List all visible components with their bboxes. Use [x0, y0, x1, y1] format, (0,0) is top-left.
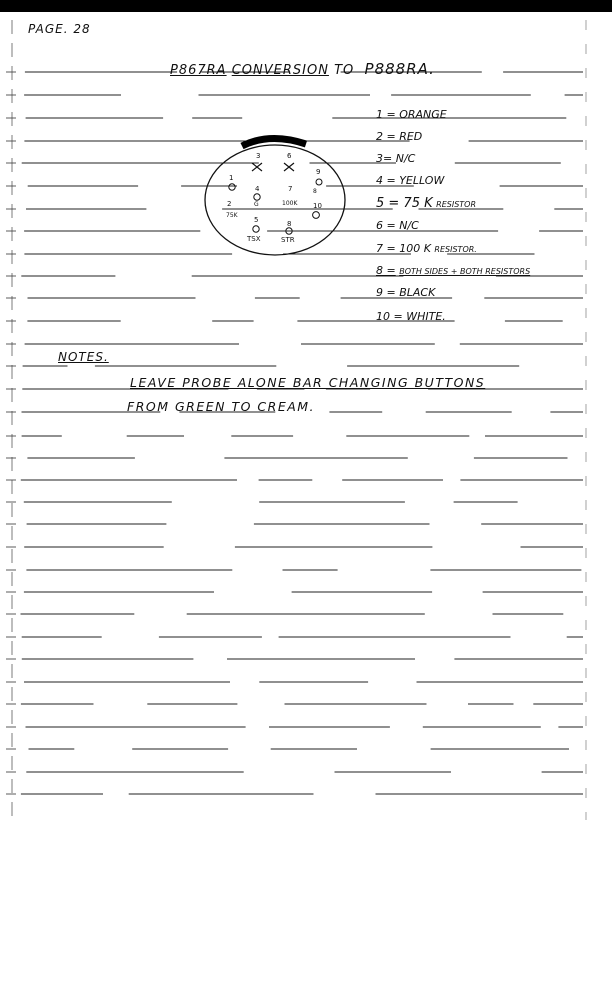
- note-line-1: LEAVE PROBE ALONE BAR CHANGING BUTTONS: [130, 375, 486, 390]
- pin-connection-item: 5 = 75 K RESISTOR: [376, 196, 477, 211]
- note-line-2: FROM GREEN TO CREAM.: [127, 399, 316, 414]
- pin-8: [281, 220, 295, 244]
- pin-9-number: 9: [316, 168, 321, 176]
- pin-6: [284, 152, 294, 171]
- pin-7: [282, 185, 298, 207]
- pin-connection-item: 4 = YELLOW: [376, 174, 445, 187]
- pin-7-number: 7: [288, 185, 293, 193]
- pin-1: [229, 174, 235, 190]
- pin-7-resistor: 100K: [282, 200, 298, 207]
- pin-connection-item: 7 = 100 K RESISTOR.: [376, 242, 477, 255]
- pin-2: [226, 200, 239, 219]
- pin-2-number: 2: [227, 200, 232, 208]
- pin-5-label: TSX: [247, 235, 261, 243]
- pin-connection-item: 2 = RED: [376, 130, 423, 143]
- title-model-from: P867RA: [170, 63, 227, 78]
- pin-8-number: 8: [287, 220, 292, 228]
- pin-connection-item: 3= N/C: [376, 152, 416, 165]
- pin-2-mark: 75K: [226, 212, 238, 219]
- pin-1-number: 1: [229, 174, 234, 182]
- pin-10: [313, 202, 322, 218]
- pin-5-number: 5: [254, 216, 259, 224]
- title-conversion: CONVERSION: [231, 63, 329, 78]
- pin-9: [313, 168, 322, 195]
- notes-heading: NOTES.: [58, 350, 109, 364]
- pin-3: [252, 152, 262, 171]
- pin-4: [254, 185, 260, 208]
- title-to: TO: [334, 63, 355, 78]
- pin-connection-item: 10 = WHITE.: [376, 310, 446, 323]
- pin-8-label: STR: [281, 236, 295, 244]
- pin-4-number: 4: [255, 185, 260, 193]
- pin-connection-item: 6 = N/C: [376, 219, 419, 232]
- pin-10-number: 10: [313, 202, 322, 210]
- pin-4-mark: G: [254, 201, 259, 208]
- pin-9-mark: 8: [313, 188, 317, 195]
- pin-connection-item: 9 = BLACK: [376, 286, 436, 299]
- pin-connection-item: 8 = BOTH SIDES + BOTH RESISTORS: [376, 264, 531, 277]
- pin-3-number: 3: [256, 152, 261, 160]
- title-model-to: P888RA.: [364, 60, 435, 78]
- connector-outline: [205, 145, 345, 255]
- pin-connection-item: 1 = ORANGE: [376, 108, 447, 121]
- page-number: PAGE. 28: [28, 22, 91, 36]
- pin-6-number: 6: [287, 152, 292, 160]
- pin-5: [246, 216, 261, 243]
